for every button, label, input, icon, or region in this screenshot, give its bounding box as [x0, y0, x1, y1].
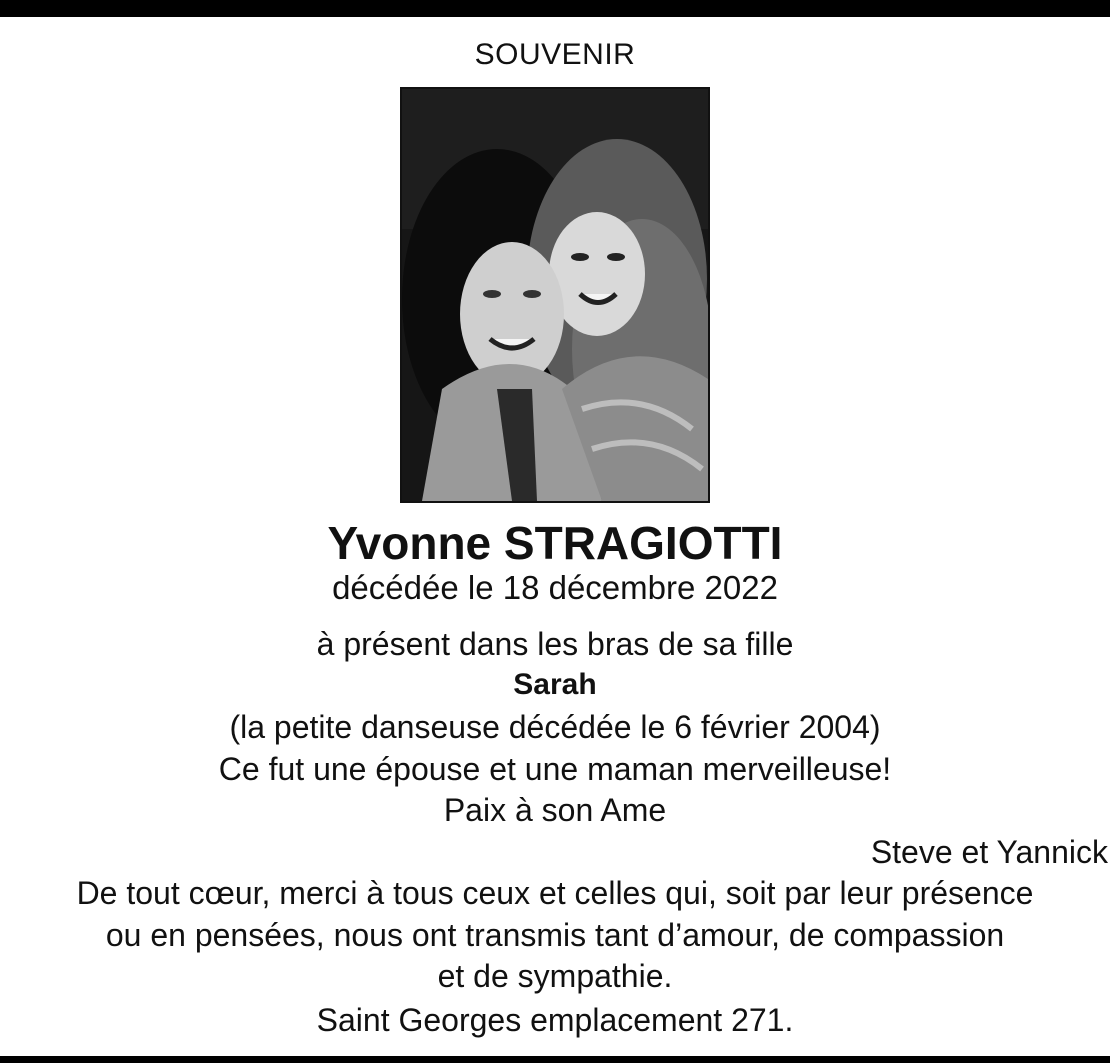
location-line: Saint Georges emplacement 271.	[316, 1002, 794, 1038]
signature: Steve et Yannick	[870, 834, 1108, 870]
daughter-name: Sarah	[513, 668, 597, 701]
top-border	[0, 0, 1110, 17]
portrait-photo	[400, 87, 710, 503]
text-line-4: Paix à son Ame	[443, 792, 667, 828]
heading: SOUVENIR	[474, 38, 636, 71]
text-line-1: à présent dans les bras de sa fille	[316, 626, 794, 662]
text-line-2: (la petite danseuse décédée le 6 février 2004)	[229, 709, 881, 745]
portrait-photo-icon	[402, 89, 708, 501]
text-line-3: Ce fut une épouse et une maman merveilleuse!	[218, 751, 892, 787]
thanks-line-3: et de sympathie.	[437, 958, 673, 994]
thanks-line-2: ou en pensées, nous ont transmis tant d’amour, de compassion	[105, 917, 1005, 953]
thanks-line-1: De tout cœur, merci à tous ceux et celles qui, soit par leur présence	[76, 875, 1034, 911]
bottom-border	[0, 1056, 1110, 1063]
deceased-name: Yvonne STRAGIOTTI	[327, 517, 783, 569]
death-date: décédée le 18 décembre 2022	[332, 569, 778, 606]
